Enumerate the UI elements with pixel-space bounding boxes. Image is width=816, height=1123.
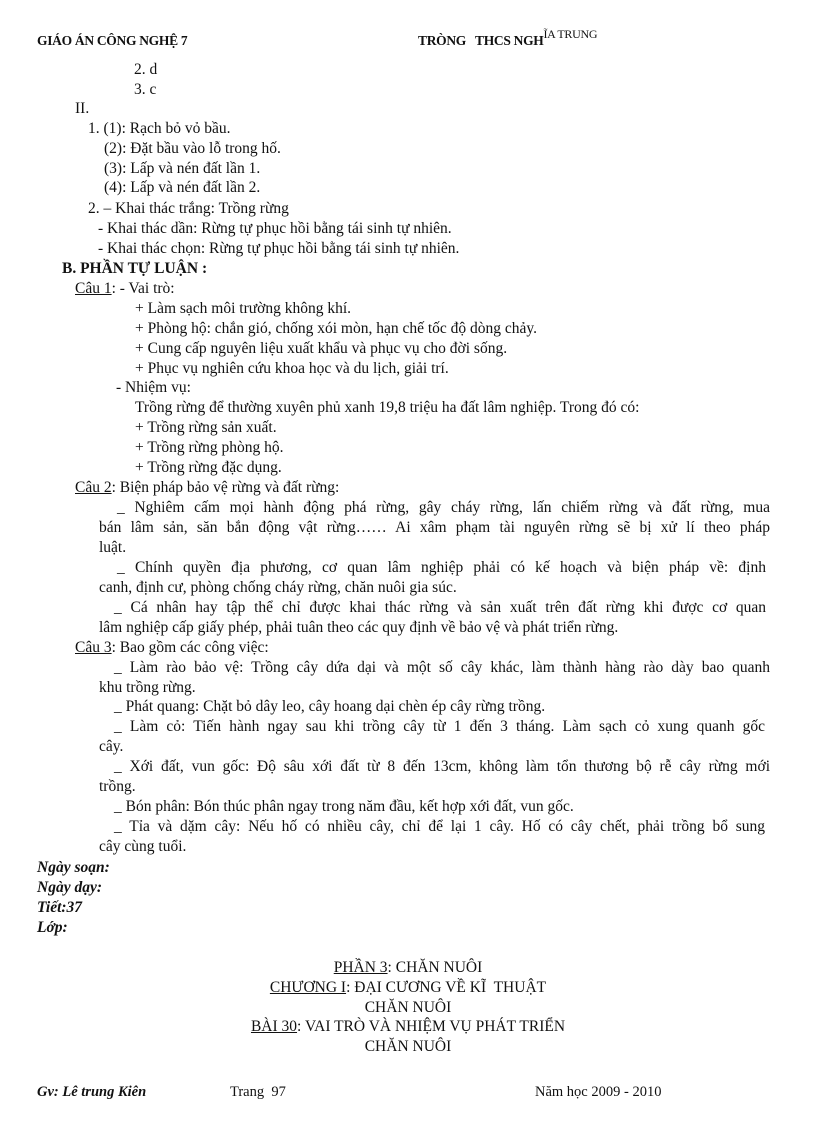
cau2-line: _ Chính quyền địa phương, cơ quan lâm nghiệp phải có kế hoạch và biện pháp về: định (117, 559, 766, 576)
cau1-label: Câu 1 (75, 280, 112, 297)
cau2-line: canh, định cư, phòng chống cháy rừng, chăn nuôi gia súc. (99, 579, 457, 596)
cau2-line: bán lâm sản, săn bắn động vật rừng…… Ai xâm phạm tài nguyên rừng sẽ bị xử lí theo pháp (99, 519, 770, 536)
lesson-rest: : VAI TRÒ VÀ NHIỆM VỤ PHÁT TRIỂN (297, 1018, 566, 1035)
lesson-info-date-taught: Ngày dạy: (37, 879, 102, 896)
part-title (0, 959, 816, 977)
answer-line: (3): Lấp và nén đất lần 1. (104, 160, 261, 177)
answer-line: - Khai thác dần: Rừng tự phục hồi bằng tái sinh tự nhiên. (98, 220, 452, 237)
header-left: GIÁO ÁN CÔNG NGHỆ 7 (37, 33, 188, 48)
task-item: + Trồng rừng đặc dụng. (135, 459, 282, 476)
cau2-line: luật. (99, 539, 127, 556)
section-heading: II. (75, 100, 90, 117)
lesson-info-class: Lớp: (37, 919, 68, 936)
cau1-intro: : - Vai trò: (111, 280, 175, 297)
lesson-title-line2: CHĂN NUÔI (364, 1038, 452, 1055)
chapter-rest: : ĐẠI CƯƠNG VỀ KĨ THUẬT (346, 979, 547, 996)
cau3-line: _ Tỉa và dặm cây: Nếu hố có nhiều cây, chỉ để lại 1 cây. Hố có cây chết, phải trồng bổ sung (114, 818, 765, 835)
cau3-line: cây. (99, 738, 124, 755)
cau2-intro: : Biện pháp bảo vệ rừng và đất rừng: (111, 479, 340, 496)
footer-year: Năm học 2009 - 2010 (535, 1084, 662, 1100)
lesson-info-period: Tiết:37 (37, 899, 83, 916)
part-label: PHẦN 3 (333, 959, 388, 976)
cau3-line: trồng. (99, 778, 136, 795)
cau3-intro: : Bao gồm các công việc: (111, 639, 269, 656)
role-item: + Làm sạch môi trường không khí. (135, 300, 352, 317)
part-rest: : CHĂN NUÔI (387, 959, 483, 976)
chapter-title (0, 979, 816, 997)
cau2-line: _ Nghiêm cấm mọi hành động phá rừng, gây cháy rừng, lấn chiếm rừng và đất rừng, mua (117, 499, 770, 516)
lesson-label: BÀI 30 (250, 1018, 298, 1035)
cau3-heading (75, 639, 269, 657)
cau2-line: _ Cá nhân hay tập thể chỉ được khai thác rừng và sản xuất trên đất rừng khi được cơ quan (114, 599, 766, 616)
header-school: TRÒNG THCS NGH (418, 33, 544, 48)
task-item: + Trồng rừng sản xuất. (135, 419, 277, 436)
answer-line: 1. (1): Rạch bỏ vỏ bầu. (88, 120, 231, 137)
answer-line: - Khai thác chọn: Rừng tự phục hồi bằng tái sinh tự nhiên. (98, 240, 460, 257)
task-label: - Nhiệm vụ: (116, 379, 191, 396)
task-item: + Trồng rừng phòng hộ. (135, 439, 284, 456)
answer-line: 2. – Khai thác trắng: Trồng rừng (88, 200, 289, 217)
lesson-info-date-prepared: Ngày soạn: (37, 859, 110, 876)
role-item: + Phòng hộ: chắn gió, chống xói mòn, hạn chế tốc độ dòng chảy. (135, 320, 538, 337)
answer-line: (2): Đặt bầu vào lỗ trong hố. (104, 140, 281, 157)
lesson-title (0, 1018, 816, 1036)
cau3-line: cây cùng tuổi. (99, 838, 187, 855)
answer-line: 2. d (134, 61, 158, 78)
role-item: + Phục vụ nghiên cứu khoa học và du lịch, giải trí. (135, 360, 449, 377)
header-right (418, 27, 598, 50)
cau3-line: _ Làm rào bảo vệ: Trồng cây dứa dại và một số cây khác, làm thành hàng rào dày bao quanh (114, 659, 770, 676)
cau3-line: _ Bón phân: Bón thúc phân ngay trong năm đầu, kết hợp xới đất, vun gốc. (114, 798, 574, 815)
task-item: Trồng rừng để thường xuyên phủ xanh 19,8 triệu ha đất lâm nghiệp. Trong đó có: (135, 399, 640, 416)
cau1-heading (75, 280, 175, 298)
cau3-line: _ Làm cỏ: Tiến hành ngay sau khi trồng cây từ 1 đến 3 tháng. Làm sạch cỏ xung quanh gốc (114, 718, 765, 735)
role-item: + Cung cấp nguyên liệu xuất khẩu và phục vụ cho đời sống. (135, 340, 508, 357)
cau2-label: Câu 2 (75, 479, 112, 496)
chapter-title-line2: CHĂN NUÔI (364, 999, 452, 1016)
chapter-label: CHƯƠNG I (269, 979, 347, 996)
cau3-label: Câu 3 (75, 639, 112, 656)
cau2-heading (75, 479, 339, 497)
essay-title: B. PHẦN TỰ LUẬN : (62, 260, 208, 277)
cau3-line: khu trồng rừng. (99, 679, 196, 696)
footer-page: Trang 97 (230, 1084, 286, 1100)
answer-line: (4): Lấp và nén đất lần 2. (104, 179, 261, 196)
footer-teacher: Gv: Lê trung Kiên (37, 1084, 147, 1100)
header-school-sup: ĨA TRUNG (543, 27, 598, 41)
cau2-line: lâm nghiệp cấp giấy phép, phải tuân theo các quy định về bảo vệ và phát triển rừng. (99, 619, 619, 636)
answer-line: 3. c (134, 81, 157, 98)
cau3-line: _ Xới đất, vun gốc: Độ sâu xới đất từ 8 đến 13cm, không làm tổn thương bộ rễ cây rừng mới (114, 758, 770, 775)
cau3-line: _ Phát quang: Chặt bỏ dây leo, cây hoang dại chèn ép cây rừng trồng. (114, 698, 546, 715)
